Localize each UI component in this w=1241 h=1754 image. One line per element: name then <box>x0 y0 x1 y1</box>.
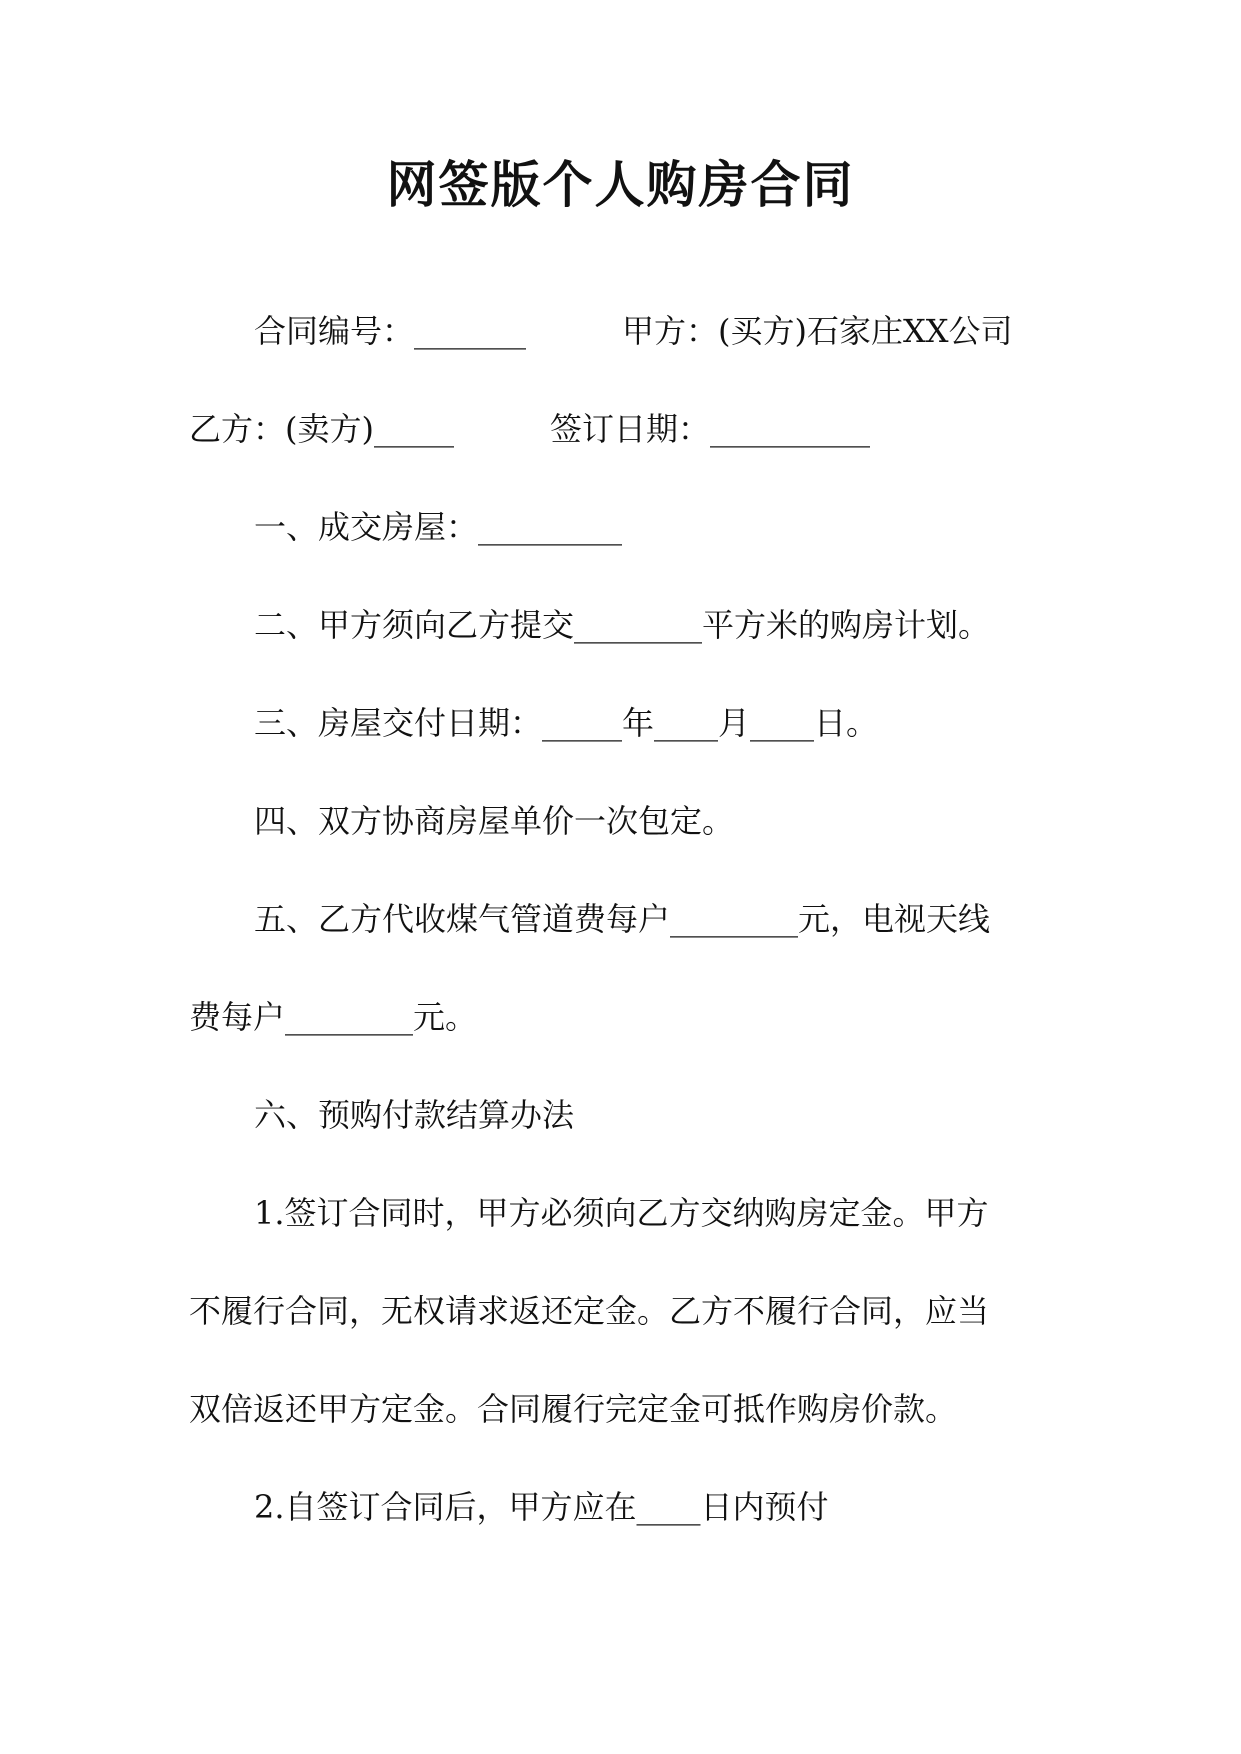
document-body <box>189 296 1029 1570</box>
document-title: 网签版个人购房合同 <box>386 156 855 214</box>
clause-5-line-2: 费每户________元。 <box>189 998 478 1036</box>
clause-1: 一、成交房屋：_________ <box>254 508 623 546</box>
clause-6-heading: 六、预购付款结算办法 <box>254 1096 575 1134</box>
clause-4: 四、双方协商房屋单价一次包定。 <box>254 802 735 840</box>
clause-6-item-1-line-1: 1.签订合同时，甲方必须向乙方交纳购房定金。甲方 <box>254 1194 989 1232</box>
clause-6-item-2-line-1: 2.自签订合同后，甲方应在____日内预付 <box>254 1488 829 1526</box>
seller-signing-date-line: 乙方：(卖方)_____ 签订日期：__________ <box>189 410 870 448</box>
clause-6-item-1-line-3: 双倍返还甲方定金。合同履行完定金可抵作购房价款。 <box>189 1390 958 1428</box>
clause-6-item-1-line-2: 不履行合同，无权请求返还定金。乙方不履行合同，应当 <box>189 1292 990 1330</box>
clause-2: 二、甲方须向乙方提交________平方米的购房计划。 <box>254 606 991 644</box>
clause-5-line-1: 五、乙方代收煤气管道费每户________元，电视天线 <box>254 900 991 938</box>
clause-3: 三、房屋交付日期：_____年____月____日。 <box>254 704 879 742</box>
contract-number-line: 合同编号：_______ 甲方：(买方)石家庄XX公司 <box>254 312 1013 350</box>
